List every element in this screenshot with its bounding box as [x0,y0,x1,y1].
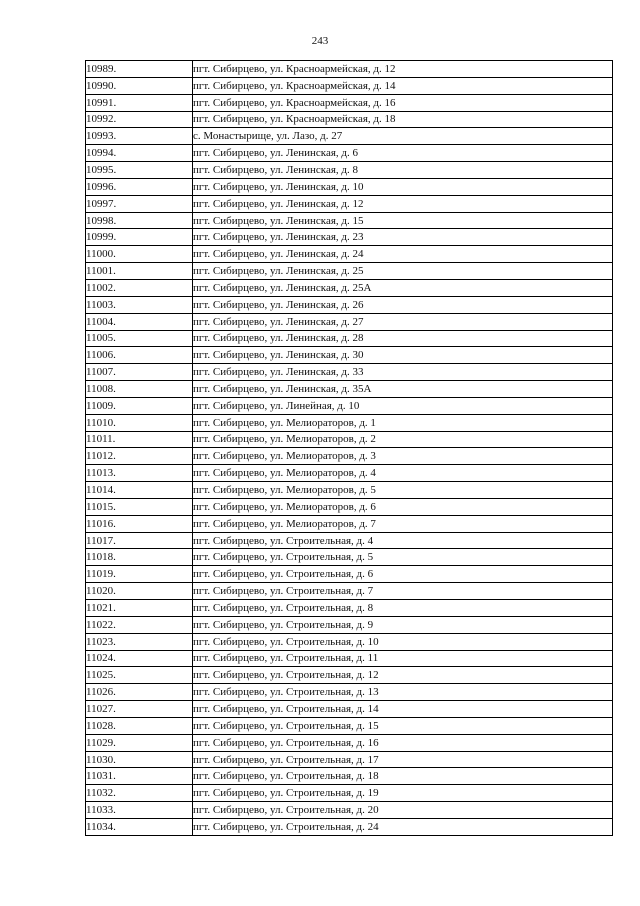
row-address: пгт. Сибирцево, ул. Строительная, д. 24 [193,818,613,835]
row-number: 10998. [86,212,193,229]
table-row [86,364,613,381]
row-address: с. Монастырище, ул. Лазо, д. 27 [193,128,613,145]
table-row [86,465,613,482]
row-number: 11026. [86,684,193,701]
row-number: 11012. [86,448,193,465]
page-number: 243 [311,35,329,47]
table-row [86,263,613,280]
table-row [86,802,613,819]
table-row [86,785,613,802]
table-row [86,347,613,364]
table-row [86,515,613,532]
row-address: пгт. Сибирцево, ул. Ленинская, д. 25А [193,279,613,296]
row-number: 10995. [86,162,193,179]
row-address: пгт. Сибирцево, ул. Красноармейская, д. 16 [193,94,613,111]
table-row [86,111,613,128]
table-row [86,128,613,145]
row-address: пгт. Сибирцево, ул. Мелиораторов, д. 1 [193,414,613,431]
address-table-body [86,61,613,836]
table-row [86,229,613,246]
table-row [86,381,613,398]
table-row [86,650,613,667]
row-address: пгт. Сибирцево, ул. Строительная, д. 10 [193,633,613,650]
row-number: 11029. [86,734,193,751]
row-address: пгт. Сибирцево, ул. Мелиораторов, д. 5 [193,482,613,499]
row-address: пгт. Сибирцево, ул. Строительная, д. 15 [193,717,613,734]
row-number: 11005. [86,330,193,347]
row-number: 11004. [86,313,193,330]
table-row [86,195,613,212]
row-address: пгт. Сибирцево, ул. Строительная, д. 14 [193,701,613,718]
row-number: 10992. [86,111,193,128]
table-row [86,482,613,499]
table-row [86,279,613,296]
row-number: 11031. [86,768,193,785]
row-address: пгт. Сибирцево, ул. Строительная, д. 7 [193,583,613,600]
row-number: 10989. [86,61,193,78]
row-number: 10996. [86,178,193,195]
table-row [86,566,613,583]
row-number: 11033. [86,802,193,819]
table-row [86,734,613,751]
row-address: пгт. Сибирцево, ул. Красноармейская, д. 14 [193,77,613,94]
row-address: пгт. Сибирцево, ул. Строительная, д. 17 [193,751,613,768]
row-address: пгт. Сибирцево, ул. Строительная, д. 19 [193,785,613,802]
row-number: 11021. [86,600,193,617]
row-address: пгт. Сибирцево, ул. Мелиораторов, д. 4 [193,465,613,482]
table-row [86,178,613,195]
row-number: 11002. [86,279,193,296]
table-row [86,330,613,347]
table-row [86,448,613,465]
row-number: 11017. [86,532,193,549]
row-address: пгт. Сибирцево, ул. Строительная, д. 12 [193,667,613,684]
row-number: 11014. [86,482,193,499]
row-address: пгт. Сибирцево, ул. Строительная, д. 5 [193,549,613,566]
row-address: пгт. Сибирцево, ул. Строительная, д. 20 [193,802,613,819]
row-number: 10994. [86,145,193,162]
table-row [86,583,613,600]
row-number: 10999. [86,229,193,246]
row-address: пгт. Сибирцево, ул. Строительная, д. 18 [193,768,613,785]
row-address: пгт. Сибирцево, ул. Ленинская, д. 15 [193,212,613,229]
table-row [86,818,613,835]
table-row [86,61,613,78]
row-number: 11016. [86,515,193,532]
row-address: пгт. Сибирцево, ул. Ленинская, д. 25 [193,263,613,280]
row-address: пгт. Сибирцево, ул. Ленинская, д. 33 [193,364,613,381]
row-number: 11023. [86,633,193,650]
table-row [86,600,613,617]
row-number: 11020. [86,583,193,600]
table-row [86,296,613,313]
row-address: пгт. Сибирцево, ул. Ленинская, д. 6 [193,145,613,162]
table-row [86,633,613,650]
row-address: пгт. Сибирцево, ул. Строительная, д. 9 [193,616,613,633]
table-row [86,768,613,785]
table-row [86,532,613,549]
table-row [86,145,613,162]
table-row [86,397,613,414]
row-number: 10990. [86,77,193,94]
row-number: 11027. [86,701,193,718]
row-number: 11022. [86,616,193,633]
row-number: 11013. [86,465,193,482]
row-number: 11018. [86,549,193,566]
row-address: пгт. Сибирцево, ул. Ленинская, д. 28 [193,330,613,347]
row-address: пгт. Сибирцево, ул. Строительная, д. 4 [193,532,613,549]
table-row [86,701,613,718]
row-address: пгт. Сибирцево, ул. Ленинская, д. 26 [193,296,613,313]
row-number: 11025. [86,667,193,684]
table-row [86,431,613,448]
row-address: пгт. Сибирцево, ул. Строительная, д. 13 [193,684,613,701]
row-number: 11007. [86,364,193,381]
row-number: 11006. [86,347,193,364]
table-row [86,616,613,633]
table-row [86,414,613,431]
row-address: пгт. Сибирцево, ул. Мелиораторов, д. 6 [193,498,613,515]
row-address: пгт. Сибирцево, ул. Строительная, д. 16 [193,734,613,751]
table-row [86,751,613,768]
table-row [86,162,613,179]
table-row [86,717,613,734]
row-number: 11024. [86,650,193,667]
table-row [86,246,613,263]
row-address: пгт. Сибирцево, ул. Красноармейская, д. 12 [193,61,613,78]
row-address: пгт. Сибирцево, ул. Строительная, д. 8 [193,600,613,617]
table-row [86,549,613,566]
row-number: 11015. [86,498,193,515]
row-address: пгт. Сибирцево, ул. Ленинская, д. 8 [193,162,613,179]
row-number: 10993. [86,128,193,145]
row-number: 11034. [86,818,193,835]
row-number: 11019. [86,566,193,583]
row-number: 11003. [86,296,193,313]
row-address: пгт. Сибирцево, ул. Ленинская, д. 12 [193,195,613,212]
row-address: пгт. Сибирцево, ул. Мелиораторов, д. 2 [193,431,613,448]
row-address: пгт. Сибирцево, ул. Ленинская, д. 24 [193,246,613,263]
row-number: 11011. [86,431,193,448]
row-number: 11030. [86,751,193,768]
row-address: пгт. Сибирцево, ул. Строительная, д. 6 [193,566,613,583]
row-number: 10997. [86,195,193,212]
row-address: пгт. Сибирцево, ул. Ленинская, д. 30 [193,347,613,364]
row-address: пгт. Сибирцево, ул. Линейная, д. 10 [193,397,613,414]
row-number: 10991. [86,94,193,111]
row-address: пгт. Сибирцево, ул. Мелиораторов, д. 3 [193,448,613,465]
row-address: пгт. Сибирцево, ул. Красноармейская, д. 18 [193,111,613,128]
row-number: 11008. [86,381,193,398]
row-address: пгт. Сибирцево, ул. Ленинская, д. 10 [193,178,613,195]
row-address: пгт. Сибирцево, ул. Строительная, д. 11 [193,650,613,667]
table-row [86,94,613,111]
row-address: пгт. Сибирцево, ул. Ленинская, д. 27 [193,313,613,330]
table-row [86,684,613,701]
table-row [86,313,613,330]
table-row [86,667,613,684]
row-number: 11001. [86,263,193,280]
row-address: пгт. Сибирцево, ул. Ленинская, д. 23 [193,229,613,246]
table-row [86,77,613,94]
address-table [85,60,613,836]
row-number: 11009. [86,397,193,414]
row-number: 11028. [86,717,193,734]
table-row [86,212,613,229]
row-address: пгт. Сибирцево, ул. Мелиораторов, д. 7 [193,515,613,532]
row-number: 11000. [86,246,193,263]
row-number: 11010. [86,414,193,431]
row-number: 11032. [86,785,193,802]
row-address: пгт. Сибирцево, ул. Ленинская, д. 35А [193,381,613,398]
table-row [86,498,613,515]
